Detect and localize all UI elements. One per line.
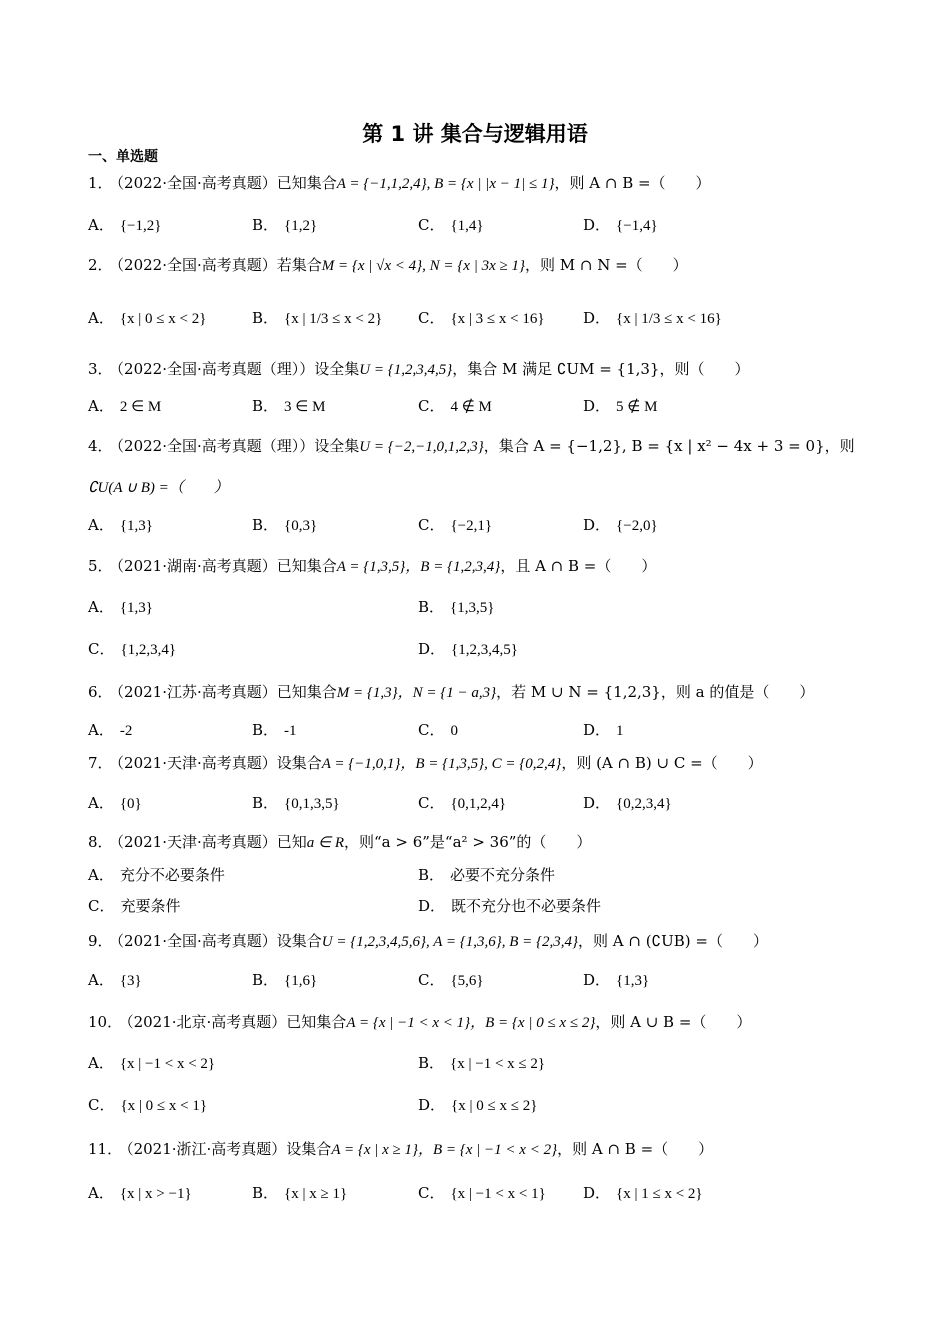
question-3: 3． （2022·全国·高考真题（理））设全集U = {1,2,3,4,5}，集合 M 满足 ∁UM = {1,3}，则（ ） <box>88 360 750 378</box>
question-4: 4． （2022·全国·高考真题（理））设全集U = {−2,−1,0,1,2,3}，集合 A = {−1,2}, B = {x | x² − 4x + 3 = 0}，则 <box>88 437 855 455</box>
option-3d: D． 5 ∉ M <box>583 397 658 415</box>
option-1c: C． {1,4} <box>418 216 484 234</box>
question-9: 9． （2021·全国·高考真题）设集合U = {1,2,3,4,5,6}, A = {1,3,6}, B = {2,3,4}，则 A ∩ (∁UB) =（ ） <box>88 932 768 950</box>
question-7: 7． （2021·天津·高考真题）设集合A = {−1,0,1}，B = {1,3,5}, C = {0,2,4}，则 (A ∩ B) ∪ C =（ ） <box>88 754 763 772</box>
option-8c: C． 充要条件 <box>88 897 181 915</box>
question-2: 2． （2022·全国·高考真题）若集合M = {x | √x < 4}, N = {x | 3x ≥ 1}，则 M ∩ N =（ ） <box>88 256 688 274</box>
option-11a: A． {x | x > −1} <box>88 1184 192 1202</box>
option-8b: B． 必要不充分条件 <box>418 866 556 884</box>
option-5a: A． {1,3} <box>88 598 153 616</box>
option-2c: C． {x | 3 ≤ x < 16} <box>418 309 545 327</box>
option-10a: A． {x | −1 < x < 2} <box>88 1054 216 1072</box>
question-1: 1． （2022·全国·高考真题）已知集合A = {−1,1,2,4}, B = {x | |x − 1| ≤ 1}，则 A ∩ B =（ ） <box>88 174 711 192</box>
question-6: 6． （2021·江苏·高考真题）已知集合M = {1,3}，N = {1 − a,3}，若 M ∪ N = {1,2,3}，则 a 的值是（ ） <box>88 683 815 701</box>
option-9a: A． {3} <box>88 971 142 989</box>
option-4c: C． {−2,1} <box>418 516 493 534</box>
option-3a: A． 2 ∈ M <box>88 397 162 415</box>
option-10b: B． {x | −1 < x ≤ 2} <box>418 1054 546 1072</box>
page-title: 第 1 讲 集合与逻辑用语 <box>362 122 588 146</box>
option-8a: A． 充分不必要条件 <box>88 866 225 884</box>
question-11: 11． （2021·浙江·高考真题）设集合A = {x | x ≥ 1}，B = {x | −1 < x < 2}，则 A ∩ B =（ ） <box>88 1140 714 1158</box>
section-heading: 一、单选题 <box>88 149 158 165</box>
option-6b: B． -1 <box>252 721 297 739</box>
question-10: 10． （2021·北京·高考真题）已知集合A = {x | −1 < x < 1}，B = {x | 0 ≤ x ≤ 2}，则 A ∪ B =（ ） <box>88 1013 752 1031</box>
question-5: 5． （2021·湖南·高考真题）已知集合A = {1,3,5}，B = {1,2,3,4}，且 A ∩ B =（ ） <box>88 557 657 575</box>
option-4d: D． {−2,0} <box>583 516 658 534</box>
option-4a: A． {1,3} <box>88 516 153 534</box>
option-7a: A． {0} <box>88 794 142 812</box>
option-4b: B． {0,3} <box>252 516 318 534</box>
option-1b: B． {1,2} <box>252 216 318 234</box>
option-7c: C． {0,1,2,4} <box>418 794 507 812</box>
option-2a: A． {x | 0 ≤ x < 2} <box>88 309 207 327</box>
option-9b: B． {1,6} <box>252 971 318 989</box>
option-5d: D． {1,2,3,4,5} <box>418 640 518 658</box>
option-8d: D． 既不充分也不必要条件 <box>418 897 602 915</box>
option-5b: B． {1,3,5} <box>418 598 495 616</box>
option-3b: B． 3 ∈ M <box>252 397 326 415</box>
option-11b: B． {x | x ≥ 1} <box>252 1184 348 1202</box>
option-2d: D． {x | 1/3 ≤ x < 16} <box>583 309 722 327</box>
option-6c: C． 0 <box>418 721 458 739</box>
option-1d: D． {−1,4} <box>583 216 658 234</box>
option-9d: D． {1,3} <box>583 971 650 989</box>
option-7b: B． {0,1,3,5} <box>252 794 340 812</box>
option-3c: C． 4 ∉ M <box>418 397 492 415</box>
option-5c: C． {1,2,3,4} <box>88 640 177 658</box>
question-8: 8． （2021·天津·高考真题）已知a ∈ R，则“a > 6”是“a² > 36”的（ ） <box>88 833 592 851</box>
option-6d: D． 1 <box>583 721 624 739</box>
option-10d: D． {x | 0 ≤ x ≤ 2} <box>418 1096 538 1114</box>
option-6a: A． -2 <box>88 721 133 739</box>
option-11d: D． {x | 1 ≤ x < 2} <box>583 1184 703 1202</box>
option-10c: C． {x | 0 ≤ x < 1} <box>88 1096 208 1114</box>
option-2b: B． {x | 1/3 ≤ x < 2} <box>252 309 383 327</box>
option-1a: A． {−1,2} <box>88 216 162 234</box>
question-4-line2: ∁U(A ∪ B) =（ ） <box>88 480 229 496</box>
option-11c: C． {x | −1 < x < 1} <box>418 1184 546 1202</box>
option-7d: D． {0,2,3,4} <box>583 794 672 812</box>
option-9c: C． {5,6} <box>418 971 484 989</box>
